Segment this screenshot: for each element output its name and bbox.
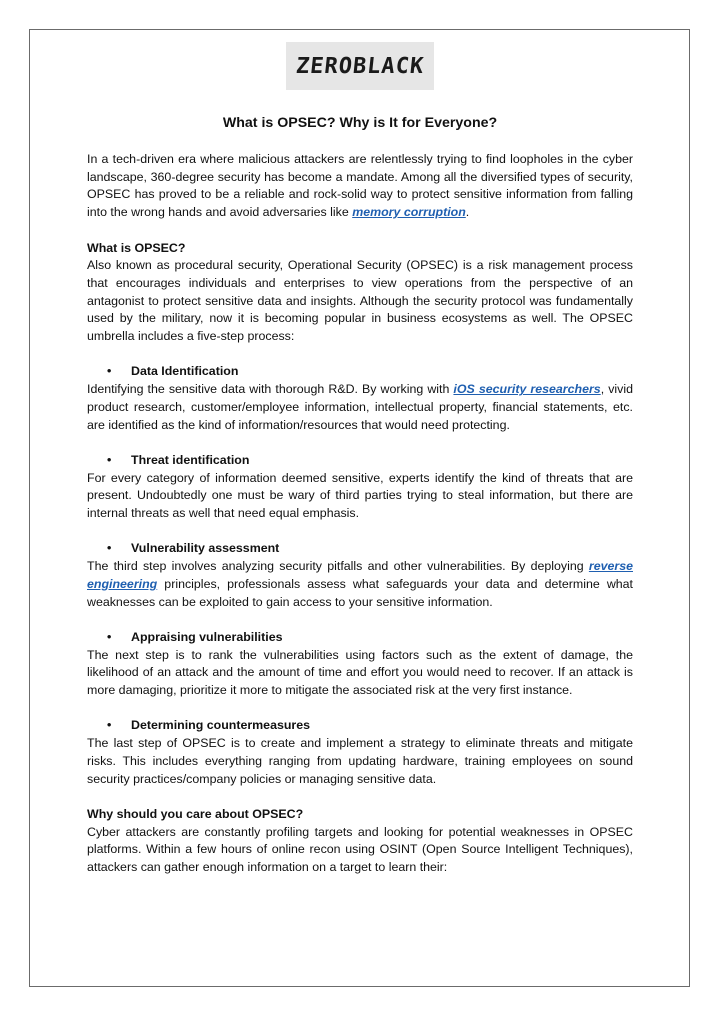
bullet-icon: • <box>107 718 112 733</box>
logo-text: ZEROBLACK <box>294 53 426 79</box>
section-heading-what-is-opsec: What is OPSEC? <box>87 240 186 255</box>
step-paragraph: For every category of information deemed sensitive, experts identify the kind of threats that are present. Undoubtedly one must be wary of third parties trying to steal information, but there are internal threats as well that need equal emphasis. <box>87 470 633 521</box>
step-paragraph <box>87 558 633 611</box>
bullet-icon: • <box>107 629 112 644</box>
reverse-engineering-link[interactable]: reverse engineering <box>87 559 633 591</box>
ios-security-researchers-link[interactable]: iOS security researchers <box>453 382 601 397</box>
step-paragraph <box>87 381 633 434</box>
step-title: Threat identification <box>131 452 250 467</box>
step-title: Vulnerability assessment <box>131 541 280 556</box>
zeroblack-logo <box>286 42 434 90</box>
step-text: The third step involves analyzing security pitfalls and other vulnerabilities. By deploying <box>87 559 589 574</box>
page-title: What is OPSEC? Why is It for Everyone? <box>222 115 498 131</box>
step-heading-appraising-vulnerabilities <box>87 629 633 647</box>
memory-corruption-link[interactable]: memory corruption <box>352 205 466 220</box>
step-heading-threat-identification <box>87 452 633 470</box>
step-text: Identifying the sensitive data with thorough R&D. By working with <box>87 382 454 397</box>
bullet-icon: • <box>107 452 112 467</box>
step-heading-vulnerability-assessment <box>87 540 633 558</box>
document-body <box>87 114 633 877</box>
step-text-end: , vivid product research, customer/employee information, intellectual property, financial statements, etc. are identified as the kind of information/resources that would need protecting. <box>87 382 633 432</box>
step-title: Determining countermeasures <box>131 718 311 733</box>
step-paragraph: The last step of OPSEC is to create and implement a strategy to eliminate threats and mitigate risks. This includes everything ranging from updating hardware, training employees on sound security practices/company policies or managing sensitive data. <box>87 736 633 786</box>
step-heading-determining-countermeasures <box>87 717 633 735</box>
step-text-end: principles, professionals assess what safeguards your data and determine what weaknesses can be exploited to gain access to your sensitive information. <box>87 576 633 609</box>
intro-end: . <box>465 205 470 220</box>
bullet-icon: • <box>107 364 112 379</box>
step-title: Appraising vulnerabilities <box>131 629 283 644</box>
section-heading-why-care: Why should you care about OPSEC? <box>87 806 304 821</box>
step-title: Data Identification <box>131 364 239 379</box>
section-paragraph-why-care: Cyber attackers are constantly profiling targets and looking for potential weaknesses in OPSEC platforms. Within a few hours of online recon using OSINT (Open Source Intelligent Techniques), attackers can gather enough information on a target to learn their: <box>87 824 633 875</box>
intro-text: In a tech-driven era where malicious attackers are relentlessly trying to find loopholes in the cyber landscape, 360-degree security has become a mandate. Among all the diversified types of security, OPSEC has proved to be a reliable and rock-solid way to protect sensitive information from falling into the wrong hands and avoid adversaries like <box>87 152 633 220</box>
bullet-icon: • <box>107 541 112 556</box>
intro-paragraph <box>87 151 633 222</box>
step-paragraph: The next step is to rank the vulnerabilities using factors such as the extent of damage, the likelihood of an attack and the amount of time and effort you would need to recover. If an attack is more damaging, prioritize it more to mitigate the associated risk at the very first instance. <box>87 647 633 698</box>
step-heading-data-identification <box>87 363 633 381</box>
section-paragraph-what-is-opsec: Also known as procedural security, Operational Security (OPSEC) is a risk management process that encourages individuals and enterprises to view operations from the perspective of an antagonist to protect sensitive data and insights. Although the security protocol was fundamentally used by the military, now it is becoming popular in business ecosystems as well. The OPSEC umbrella includes a five-step process: <box>87 258 633 344</box>
